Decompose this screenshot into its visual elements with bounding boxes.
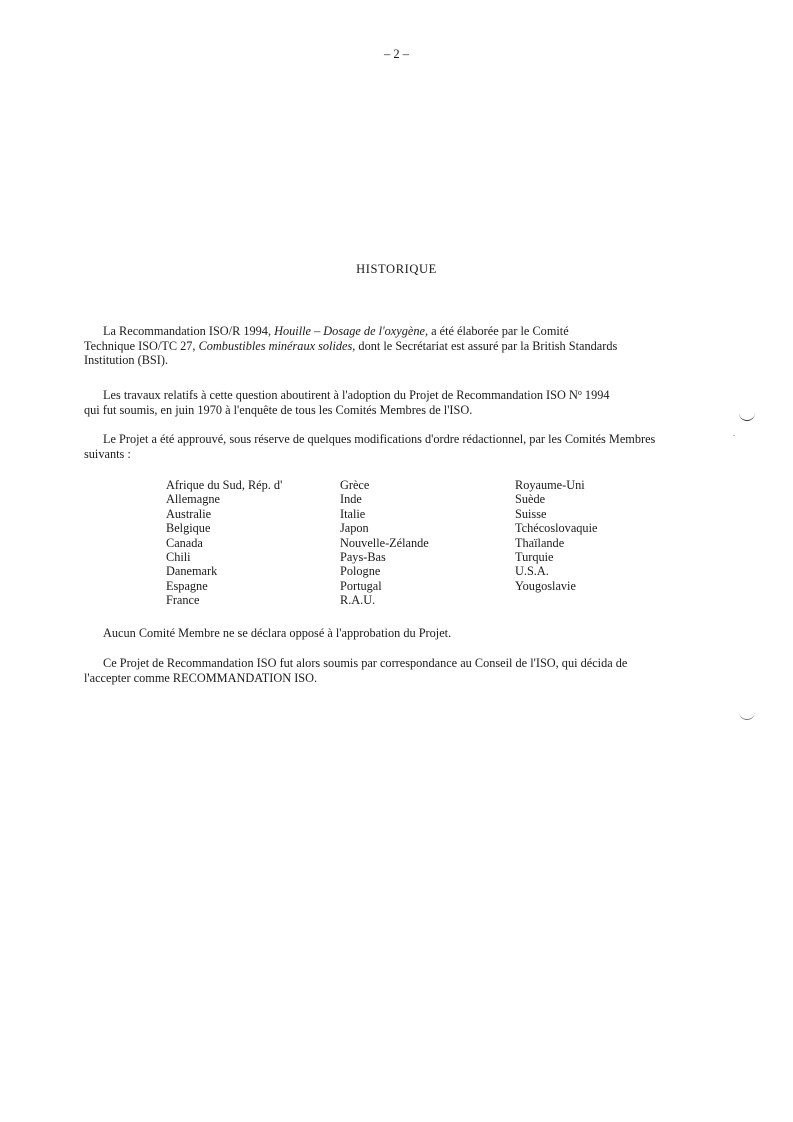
country-item: Danemark — [166, 564, 218, 579]
country-item: Tchécoslovaquie — [515, 521, 598, 536]
paragraph-line — [84, 324, 724, 339]
country-item: France — [166, 593, 200, 608]
text: La Recommandation ISO/R 1994, — [103, 324, 275, 338]
countries-column-1 — [166, 478, 282, 608]
paragraph-line: suivants : — [84, 446, 131, 461]
country-item: Turquie — [515, 549, 554, 564]
paragraph-line — [84, 386, 724, 403]
country-item: Inde — [340, 492, 362, 507]
paragraph-line: Ce Projet de Recommandation ISO fut alors soumis par correspondance au Conseil de l'ISO, qui décida de — [103, 656, 628, 670]
country-item: Japon — [340, 521, 369, 536]
text: 1994 — [581, 388, 610, 402]
text: Les travaux relatifs à cette question aboutirent à l'adoption du Projet de Recommandation ISO N — [103, 388, 578, 402]
country-item: Afrique du Sud, Rép. d' — [166, 478, 283, 492]
country-item: Canada — [166, 535, 203, 550]
country-item: R.A.U. — [340, 593, 376, 608]
binding-mark-icon — [739, 412, 755, 421]
country-item: Italie — [340, 506, 366, 521]
countries-column-2 — [340, 478, 429, 608]
paragraph-line: qui fut soumis, en juin 1970 à l'enquête de tous les Comités Membres de l'ISO. — [84, 402, 473, 417]
paragraph-adoption — [84, 386, 724, 417]
text: dont le Secrétariat est assuré par la British Standards — [355, 338, 618, 353]
document-title: Houille – Dosage de l'oxygène, — [274, 324, 429, 338]
superscript: o — [577, 388, 582, 397]
scan-speck — [733, 435, 735, 436]
country-item: U.S.A. — [515, 564, 549, 579]
section-heading: HISTORIQUE — [356, 262, 437, 276]
country-item: Portugal — [340, 578, 382, 593]
country-item: Royaume-Uni — [515, 478, 585, 492]
country-item: Suède — [515, 492, 546, 507]
country-item: Belgique — [166, 521, 211, 536]
country-item: Thaïlande — [515, 535, 565, 550]
text: a été élaborée par le Comité — [428, 324, 569, 338]
binding-mark-icon — [739, 711, 755, 720]
paragraph-acceptance — [84, 656, 724, 685]
paragraph-no-opposition — [84, 626, 724, 641]
page-number: – 2 – — [384, 47, 409, 61]
country-item: Allemagne — [166, 492, 220, 507]
committee-title: Combustibles minéraux solides, — [198, 338, 356, 353]
paragraph-line: Institution (BSI). — [84, 353, 169, 367]
paragraph-line — [84, 339, 724, 354]
countries-column-3 — [515, 478, 597, 593]
country-item: Yougoslavie — [515, 578, 576, 593]
country-item: Grèce — [340, 478, 370, 492]
country-item: Pays-Bas — [340, 549, 386, 564]
country-item: Espagne — [166, 578, 208, 593]
country-item: Suisse — [515, 506, 547, 521]
paragraph-intro — [84, 324, 724, 368]
country-item: Chili — [166, 549, 191, 564]
paragraph-approval — [84, 432, 724, 461]
paragraph-line: Le Projet a été approuvé, sous réserve de quelques modifications d'ordre rédactionnel, par les Comités Membres — [103, 432, 656, 446]
country-item: Pologne — [340, 564, 381, 579]
country-item: Australie — [166, 506, 212, 521]
country-item: Nouvelle-Zélande — [340, 535, 429, 550]
paragraph-line: Aucun Comité Membre ne se déclara opposé à l'approbation du Projet. — [103, 626, 452, 640]
text: Technique ISO/TC 27, — [84, 338, 199, 353]
paragraph-line: l'accepter comme RECOMMANDATION ISO. — [84, 670, 318, 685]
